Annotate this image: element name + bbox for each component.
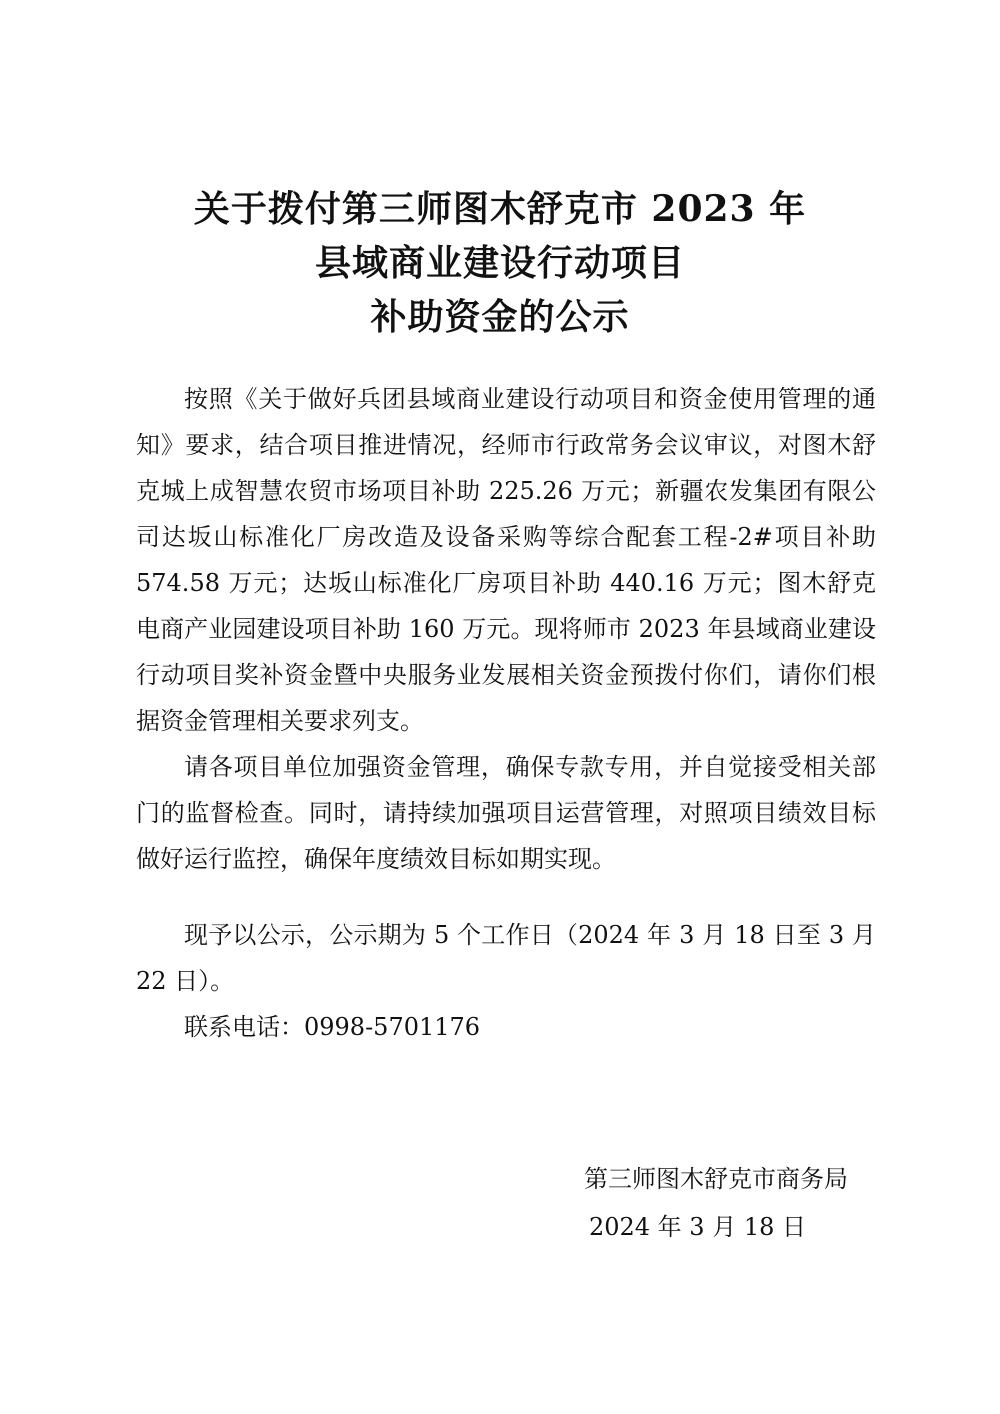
document-title (0, 182, 1000, 344)
paragraph-contact-phone: 联系电话：0998-5701176 (184, 1013, 481, 1041)
paragraph-funding-notice: 按照《关于做好兵团县域商业建设行动项目和资金使用管理的通知》要求，结合项目推进情况，经师市行政常务会议审议，对图木舒克城上成智慧农贸市场项目补助 225.26 万元；新疆农发集团有限公司达坂山标准化厂房改造及设备采购等综合配套工程-2#项目补助 574.58 万元；达坂山标准化厂房项目补助 440.16 万元；图木舒克电商产业园建设项目补助 160 万元。现将师市 2023 年县域商业建设行动项目奖补资金暨中央服务业发展相关资金预拨付你们，请你们根据资金管理相关要求列支。 (136, 385, 876, 735)
title-line-2: 县域商业建设行动项目 (314, 242, 685, 284)
title-line-3: 补助资金的公示 (370, 296, 630, 338)
signature-date: 2024 年 3 月 18 日 (588, 1213, 806, 1241)
paragraph-publicity-period: 现予以公示，公示期为 5 个工作日（2024 年 3 月 18 日至 3 月 22 日）。 (136, 921, 876, 995)
paragraph-management-requirements: 请各项目单位加强资金管理，确保专款专用，并自觉接受相关部门的监督检查。同时，请持续加强项目运营管理，对照项目绩效目标做好运行监控，确保年度绩效目标如期实现。 (136, 753, 876, 873)
signature-organization: 第三师图木舒克市商务局 (584, 1165, 848, 1193)
document-body (136, 376, 876, 1050)
title-line-1: 关于拨付第三师图木舒克市 2023 年 (193, 188, 807, 230)
